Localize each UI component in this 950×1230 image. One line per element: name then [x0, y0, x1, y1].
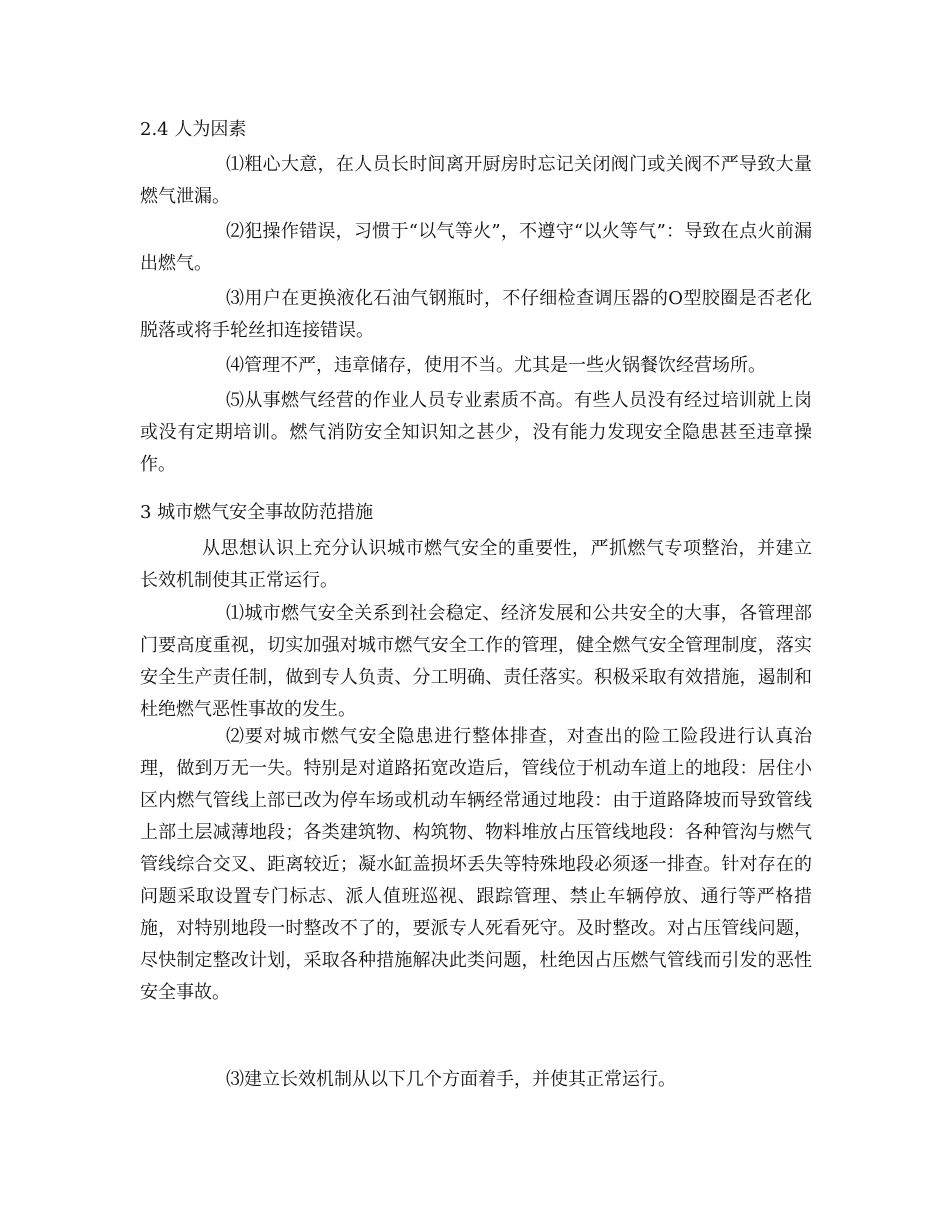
paragraph-2-4-item-5: ⑸从事燃气经营的作业人员专业素质不高。有些人员没有经过培训就上岗或没有定期培训。燃气消防安全知识知之甚少，没有能力发现安全隐患甚至违章操作。: [140, 390, 812, 475]
paragraph-3-item-3: ⑶建立长效机制从以下几个方面着手，并使其正常运行。: [226, 1069, 676, 1090]
paragraph-2-4-item-2: ⑵犯操作错误，习惯于“以气等火”，不遵守“以火等气”：导致在点火前漏出燃气。: [140, 221, 812, 274]
paragraph-3-intro: 从思想认识上充分认识城市燃气安全的重要性，严抓燃气专项整治，并建立长效机制使其正常运行。: [140, 538, 812, 591]
paragraph-2-4-item-1: ⑴粗心大意，在人员长时间离开厨房时忘记关闭阀门或关阀不严导致大量燃气泄漏。: [140, 154, 812, 207]
section-heading-3: 3 城市燃气安全事故防范措施: [140, 502, 374, 523]
paragraph-3-item-1: ⑴城市燃气安全关系到社会稳定、经济发展和公共安全的大事，各管理部门要高度重视，切实加强对城市燃气安全工作的管理，健全燃气安全管理制度，落实安全生产责任制，做到专人负责、分工明确、责任落实。积极采取有效措施，遏制和杜绝燃气恶性事故的发生。: [140, 603, 812, 720]
paragraph-3-item-2: ⑵要对城市燃气安全隐患进行整体排查，对查出的险工险段进行认真治理，做到万无一失。特别是对道路拓宽改造后，管线位于机动车道上的地段：居住小区内燃气管线上部已改为停车场或机动车辆经常通过地段：由于道路降坡而导致管线上部土层减薄地段；各类建筑物、构筑物、物料堆放占压管线地段：各种管沟与燃气管线综合交叉、距离较近；凝水缸盖损坏丢失等特殊地段必须逐一排查。针对存在的问题采取设置专门标志、派人值班巡视、跟踪管理、禁止车辆停放、通行等严格措施，对特别地段一时整改不了的，要派专人死看死守。及时整改。对占压管线问题，尽快制定整改计划，采取各种措施解决此类问题，杜绝因占压燃气管线而引发的恶性安全事故。: [140, 726, 812, 1003]
paragraph-2-4-item-4: ⑷管理不严，违章储存，使用不当。尤其是一些火锅餐饮经营场所。: [226, 355, 766, 376]
paragraph-2-4-item-3: ⑶用户在更换液化石油气钢瓶时，不仔细检查调压器的O型胶圈是否老化脱落或将手轮丝扣连接错误。: [140, 288, 812, 341]
section-heading-2-4: 2.4 人为因素: [140, 119, 247, 140]
